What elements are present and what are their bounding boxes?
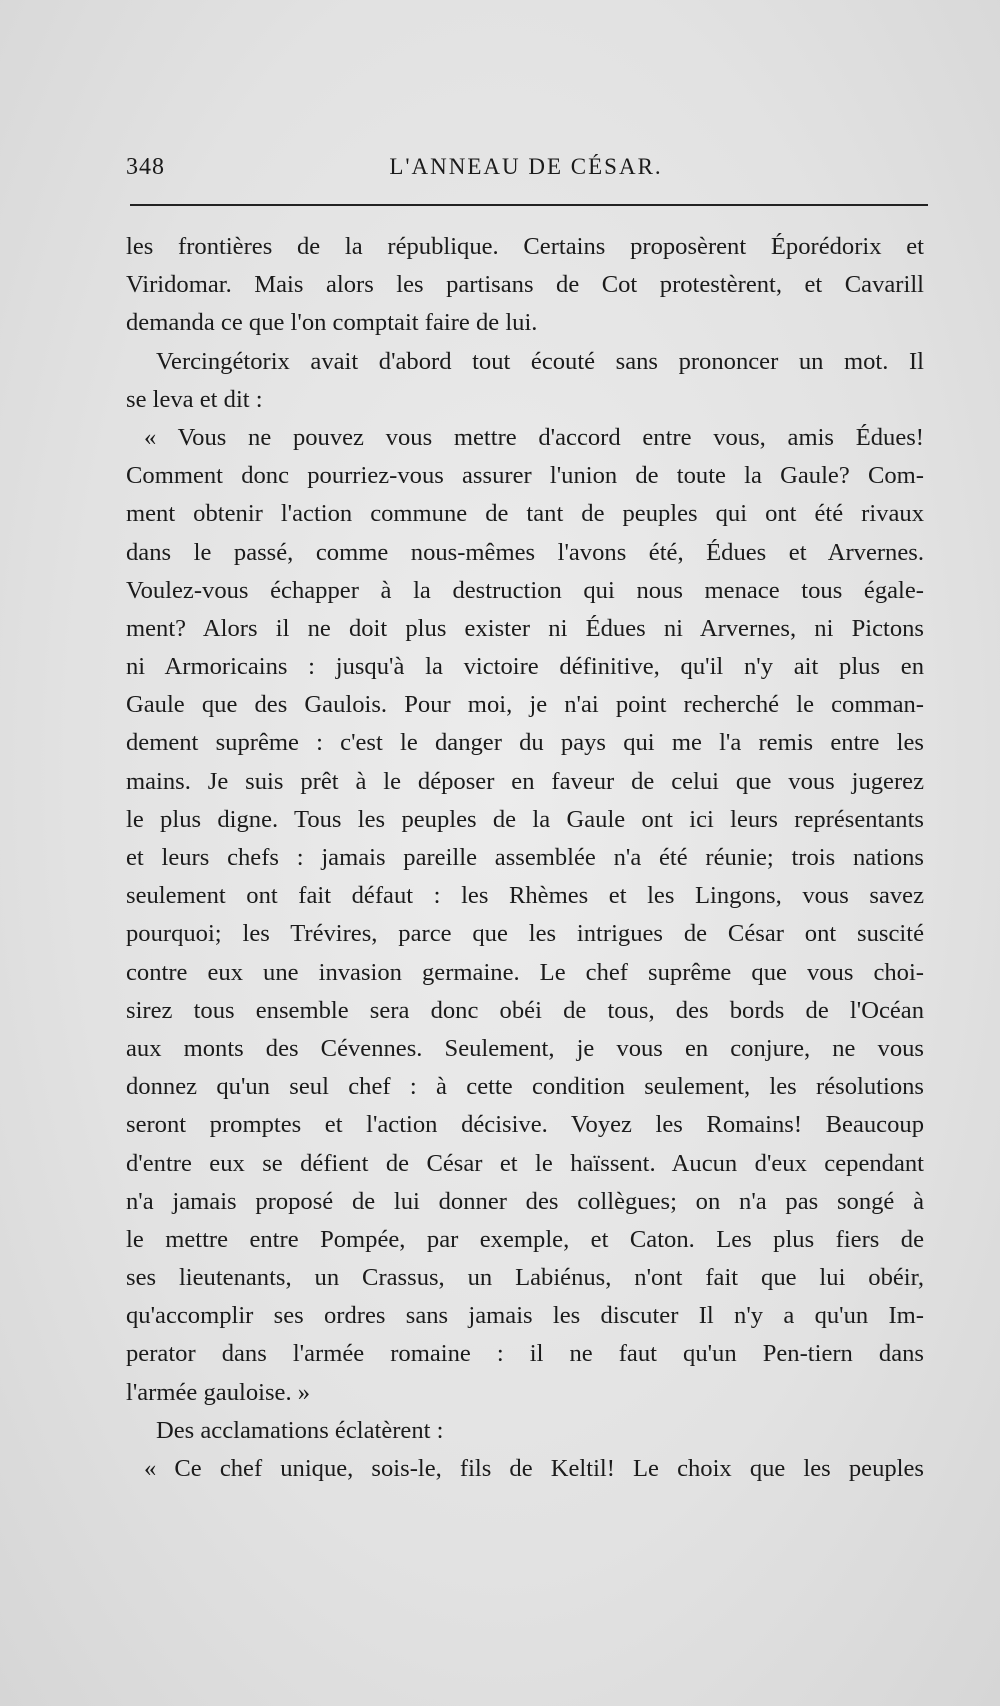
text-line: sirez tous ensemble sera donc obéi de tous, des bords de l'Océan	[126, 996, 924, 1024]
text-line: ni Armoricains : jusqu'à la victoire définitive, qu'il n'y ait plus en	[126, 653, 924, 681]
text-line: dans le passé, comme nous-mêmes l'avons été, Édues et Arvernes.	[126, 538, 924, 566]
text-line: l'armée gauloise. »	[126, 1378, 311, 1406]
text-line: le plus digne. Tous les peuples de la Gaule ont ici leurs représentants	[126, 805, 924, 833]
text-line: aux monts des Cévennes. Seulement, je vous en conjure, ne vous	[126, 1034, 924, 1062]
text-line: se leva et dit :	[126, 385, 263, 413]
text-line: donnez qu'un seul chef : à cette condition seulement, les résolutions	[126, 1073, 924, 1101]
text-line: seulement ont fait défaut : les Rhèmes et les Lingons, vous savez	[126, 882, 924, 910]
text-line: les frontières de la république. Certains proposèrent Éporédorix et	[126, 233, 924, 260]
text-line: « Ce chef unique, sois-le, fils de Keltil! Le choix que les peuples	[144, 1455, 924, 1482]
text-line: dement suprême : c'est le danger du pays qui me l'a remis entre les	[126, 729, 924, 757]
text-line: Comment donc pourriez-vous assurer l'union de toute la Gaule? Com-	[126, 462, 924, 490]
text-line: n'a jamais proposé de lui donner des collègues; on n'a pas songé à	[126, 1187, 924, 1215]
text-line: demanda ce que l'on comptait faire de lui.	[126, 309, 538, 337]
text-line: Des acclamations éclatèrent :	[156, 1416, 444, 1444]
text-line: Voulez-vous échapper à la destruction qui nous menace tous égale-	[126, 576, 924, 604]
text-line: le mettre entre Pompée, par exemple, et Caton. Les plus fiers de	[126, 1225, 924, 1253]
text-line: seront promptes et l'action décisive. Voyez les Romains! Beaucoup	[126, 1111, 924, 1139]
page-number: 348	[126, 154, 165, 180]
running-head	[126, 150, 926, 186]
text-line: mains. Je suis prêt à le déposer en faveur de celui que vous jugerez	[126, 767, 924, 795]
text-line: d'entre eux se défient de César et le haïssent. Aucun d'eux cependant	[126, 1149, 924, 1177]
text-line: « Vous ne pouvez vous mettre d'accord entre vous, amis Édues!	[144, 423, 924, 451]
text-line: Viridomar. Mais alors les partisans de Cot protestèrent, et Cavarill	[126, 271, 924, 299]
text-line: ment? Alors il ne doit plus exister ni Édues ni Arvernes, ni Pictons	[126, 614, 924, 642]
text-line: Vercingétorix avait d'abord tout écouté sans prononcer un mot. Il	[156, 347, 924, 375]
text-line: pourquoi; les Trévires, parce que les intrigues de César ont suscité	[126, 920, 924, 948]
text-line: qu'accomplir ses ordres sans jamais les discuter Il n'y a qu'un Im-	[126, 1302, 924, 1330]
header-rule	[130, 204, 928, 206]
text-line: ses lieutenants, un Crassus, un Labiénus, n'ont fait que lui obéir,	[126, 1264, 924, 1292]
running-title: L'ANNEAU DE CÉSAR.	[389, 154, 663, 179]
text-line: ment obtenir l'action commune de tant de peuples qui ont été rivaux	[126, 500, 924, 528]
body-text	[126, 228, 924, 1488]
text-line: contre eux une invasion germaine. Le chef suprême que vous choi-	[126, 958, 924, 986]
text-line: perator dans l'armée romaine : il ne faut qu'un Pen-tiern dans	[126, 1340, 924, 1368]
text-line: Gaule que des Gaulois. Pour moi, je n'ai point recherché le comman-	[126, 691, 924, 719]
text-line: et leurs chefs : jamais pareille assemblée n'a été réunie; trois nations	[126, 844, 924, 871]
